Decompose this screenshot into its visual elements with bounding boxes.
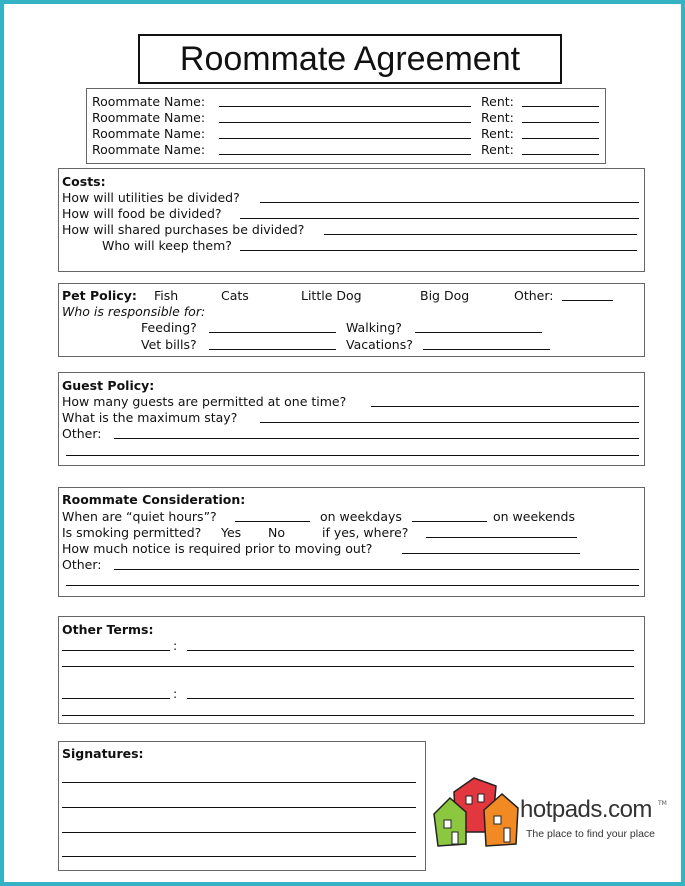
- logo-wordmark: hotpads.com: [520, 796, 652, 823]
- consideration-other-label: Other:: [62, 557, 102, 572]
- name-label-4: Roommate Name:: [92, 142, 206, 157]
- costs-food-line[interactable]: [240, 218, 639, 219]
- pet-option-big-dog: Big Dog: [420, 288, 470, 303]
- consideration-heading: Roommate Consideration:: [62, 492, 246, 507]
- pet-feeding-line[interactable]: [209, 332, 336, 333]
- costs-purchases-question: How will shared purchases be divided?: [62, 222, 305, 237]
- rent-label-1: Rent:: [481, 94, 514, 109]
- pet-walking-label: Walking?: [346, 320, 402, 335]
- term-2-value-line[interactable]: [187, 698, 634, 699]
- costs-keep-question: Who will keep them?: [102, 238, 232, 253]
- smoking-no[interactable]: No: [268, 525, 285, 540]
- smoking-where-label: if yes, where?: [322, 525, 409, 540]
- guest-other-label: Other:: [62, 426, 102, 441]
- pet-option-cats: Cats: [221, 288, 249, 303]
- smoking-question: Is smoking permitted?: [62, 525, 202, 540]
- guest-stay-question: What is the maximum stay?: [62, 410, 238, 425]
- costs-heading: Costs:: [62, 174, 106, 189]
- pet-feeding-label: Feeding?: [141, 320, 197, 335]
- pet-vacations-line[interactable]: [423, 349, 550, 350]
- signatures-heading: Signatures:: [62, 746, 144, 761]
- pet-vet-label: Vet bills?: [141, 337, 197, 352]
- term-2-colon: :: [173, 686, 178, 701]
- costs-utilities-line[interactable]: [260, 202, 639, 203]
- rent-label-3: Rent:: [481, 126, 514, 141]
- agreement-page: [4, 4, 681, 882]
- pet-option-other: Other:: [514, 288, 554, 303]
- quiet-weekdays-label: on weekdays: [320, 509, 402, 524]
- guest-count-line[interactable]: [371, 406, 639, 407]
- other-terms-heading: Other Terms:: [62, 622, 154, 637]
- rent-label-2: Rent:: [481, 110, 514, 125]
- rent-line-2[interactable]: [522, 122, 599, 123]
- rent-line-3[interactable]: [522, 138, 599, 139]
- guest-count-question: How many guests are permitted at one time?: [62, 394, 347, 409]
- page-title: Roommate Agreement: [138, 34, 562, 84]
- name-line-1[interactable]: [219, 106, 471, 107]
- notice-line[interactable]: [402, 553, 580, 554]
- signature-line-3[interactable]: [62, 832, 416, 833]
- costs-keep-line[interactable]: [240, 250, 637, 251]
- pet-policy-heading: Pet Policy:: [62, 288, 137, 303]
- term-1-value-line[interactable]: [187, 650, 634, 651]
- logo-tagline: The place to find your place: [526, 828, 655, 840]
- houses-logo-icon: [432, 774, 522, 854]
- guest-other-line-2[interactable]: [66, 455, 639, 456]
- name-line-3[interactable]: [219, 138, 471, 139]
- term-1-name-line[interactable]: [62, 650, 170, 651]
- signature-line-4[interactable]: [62, 856, 416, 857]
- name-line-2[interactable]: [219, 122, 471, 123]
- name-line-4[interactable]: [219, 154, 471, 155]
- hotpads-logo: [432, 774, 672, 854]
- quiet-hours-question: When are “quiet hours”?: [62, 509, 217, 524]
- guest-other-line-1[interactable]: [114, 438, 639, 439]
- notice-question: How much notice is required prior to moving out?: [62, 541, 373, 556]
- pet-vet-line[interactable]: [209, 349, 336, 350]
- term-1-continued-line[interactable]: [62, 666, 634, 667]
- guest-stay-line[interactable]: [260, 422, 639, 423]
- smoking-yes[interactable]: Yes: [221, 525, 242, 540]
- consideration-other-line-1[interactable]: [114, 569, 639, 570]
- quiet-weekends-line[interactable]: [412, 521, 487, 522]
- pet-other-line[interactable]: [562, 300, 613, 301]
- pet-vacations-label: Vacations?: [346, 337, 413, 352]
- name-label-1: Roommate Name:: [92, 94, 206, 109]
- rent-line-4[interactable]: [522, 154, 599, 155]
- signature-line-2[interactable]: [62, 807, 416, 808]
- pet-walking-line[interactable]: [415, 332, 542, 333]
- costs-utilities-question: How will utilities be divided?: [62, 190, 240, 205]
- costs-food-question: How will food be divided?: [62, 206, 222, 221]
- pet-responsible-label: Who is responsible for:: [62, 304, 206, 319]
- guest-policy-heading: Guest Policy:: [62, 378, 155, 393]
- logo-trademark: TM: [658, 800, 667, 807]
- smoking-where-line[interactable]: [426, 537, 577, 538]
- quiet-weekdays-line[interactable]: [235, 521, 310, 522]
- quiet-weekends-label: on weekends: [493, 509, 576, 524]
- term-2-continued-line[interactable]: [62, 715, 634, 716]
- costs-purchases-line[interactable]: [324, 234, 637, 235]
- pet-option-little-dog: Little Dog: [301, 288, 362, 303]
- pet-option-fish: Fish: [154, 288, 179, 303]
- rent-label-4: Rent:: [481, 142, 514, 157]
- term-1-colon: :: [173, 638, 178, 653]
- signature-line-1[interactable]: [62, 782, 416, 783]
- consideration-other-line-2[interactable]: [66, 585, 639, 586]
- name-label-3: Roommate Name:: [92, 126, 206, 141]
- name-label-2: Roommate Name:: [92, 110, 206, 125]
- rent-line-1[interactable]: [522, 106, 599, 107]
- term-2-name-line[interactable]: [62, 698, 170, 699]
